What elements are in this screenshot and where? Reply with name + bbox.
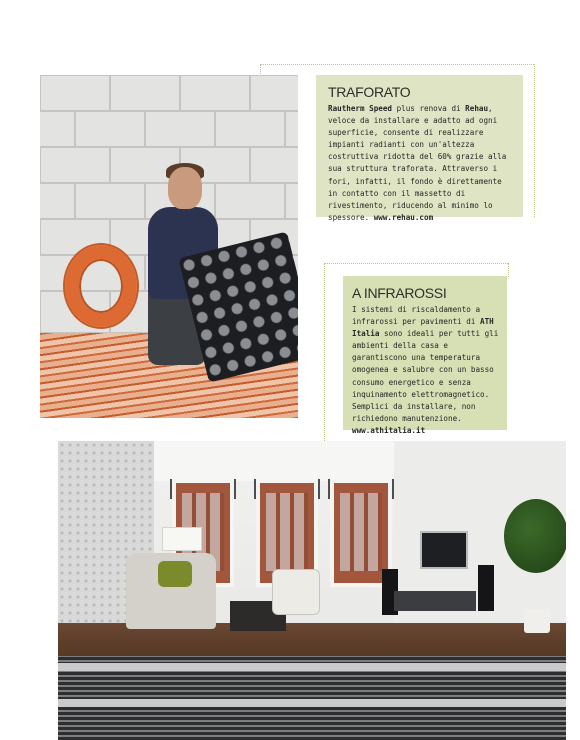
traforato-title: TRAFORATO [328, 84, 411, 100]
television [420, 531, 468, 569]
infrarossi-body: I sistemi di riscaldamento a infrarossi per pavimenti di ATH Italia sono ideali per tutti gli ambienti della casa e garantiscono una temperatura omogenea e salubre con un basso consumo energetico e senza inquinamento elettromagnetico. Semplici da installare, non richiedono manutenzione. www.athitalia.it [352, 305, 499, 435]
pipe-coil [65, 245, 137, 327]
plant [504, 499, 566, 573]
rehau-link[interactable]: www.rehau.com [373, 212, 434, 222]
infrarossi-title: A INFRAROSSI [352, 285, 447, 301]
floor-lamp [162, 527, 202, 551]
photo-floor-heating-installer [40, 75, 298, 418]
dotted-guide-mid [324, 263, 508, 264]
traforato-box [316, 75, 523, 222]
infrarossi-box [343, 276, 507, 435]
speaker [478, 565, 494, 611]
tv-cabinet [394, 591, 476, 611]
dotted-guide-right [534, 64, 535, 217]
company-name: ATH Italia [352, 317, 494, 339]
athitalia-link[interactable]: www.athitalia.it [352, 425, 426, 435]
dotted-guide-top [260, 64, 534, 65]
company-name: Rehau [465, 104, 489, 113]
product-name: Rautherm Speed [328, 104, 393, 113]
dotted-guide-mid-right [508, 263, 509, 277]
armchair [272, 569, 320, 615]
traforato-body: Rautherm Speed plus renova di Rehau, veloce da installare e adatto ad ogni superficie, consente di realizzare impianti radianti con un'altezza costruttiva ridotta del 60% grazie alla sua struttura traforata. Attraverso i fori, infatti, il fondo è direttamente in contatto con il massetto di rivestimento, riducendo al minimo lo spessore. www.rehau.com [328, 104, 507, 222]
photo-living-room-infrared-floor [58, 441, 566, 740]
